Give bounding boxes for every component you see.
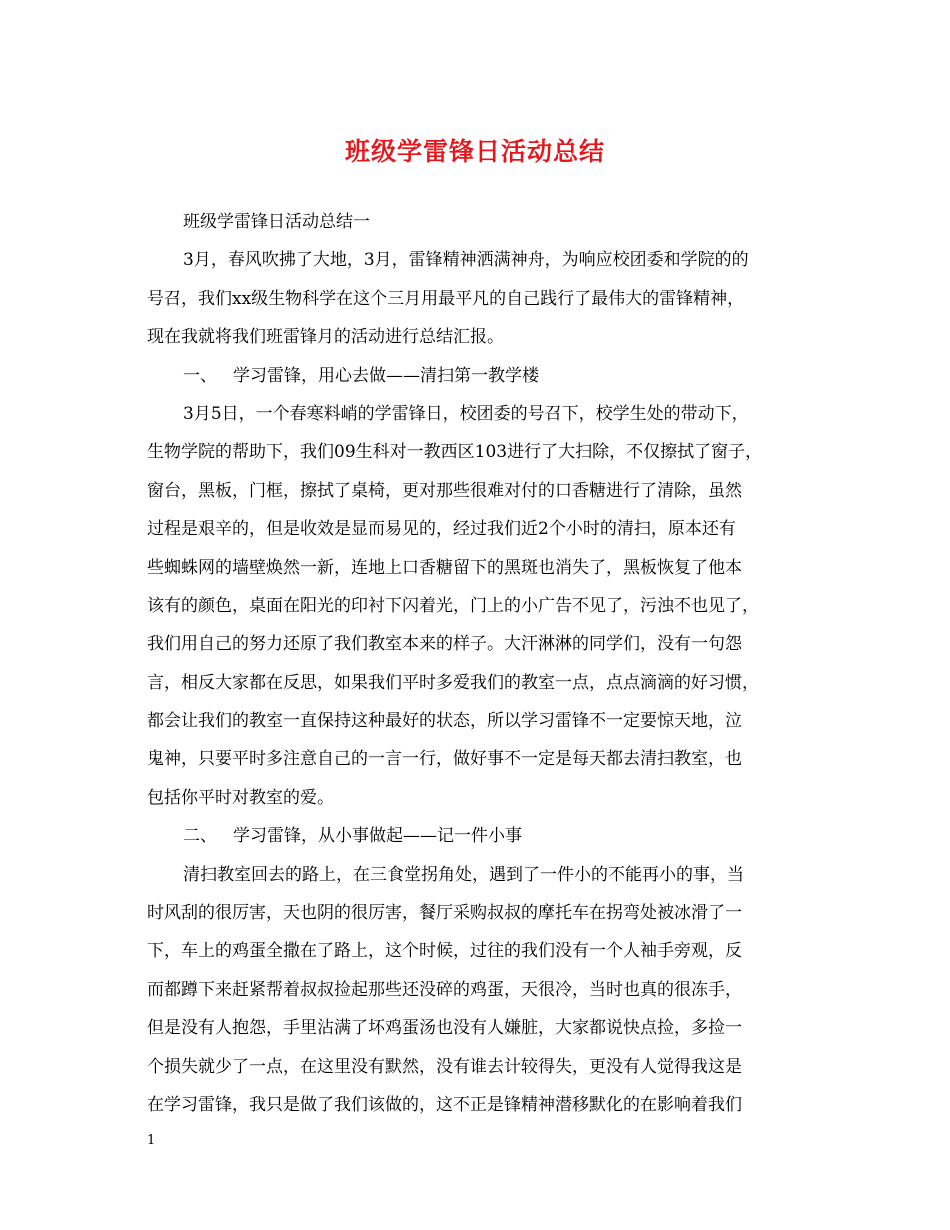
- section-heading: [147, 357, 807, 395]
- document-title: 班级学雷锋日活动总结: [344, 137, 605, 166]
- body-line: 窗台，黑板，门框，擦拭了桌椅，更对那些很难对付的口香糖进行了清除，虽然: [147, 480, 742, 501]
- section-heading: [147, 817, 807, 855]
- body-line: 在学习雷锋，我只是做了我们该做的，这不正是锋精神潜移默化的在影响着我们: [147, 1094, 742, 1115]
- body-line: 我们用自己的努力还原了我们教室本来的样子。大汗淋淋的同学们，没有一句怨: [147, 634, 742, 655]
- body-line: 都会让我们的教室一直保持这种最好的状态，所以学习雷锋不一定要惊天地，泣: [147, 711, 742, 732]
- section-number: 一、: [183, 365, 217, 386]
- body-line: 现在我就将我们班雷锋月的活动进行总结汇报。: [147, 327, 504, 348]
- body-line: 清扫教室回去的路上，在三食堂拐角处，遇到了一件小的不能再小的事，当: [183, 864, 744, 885]
- body-line: 包括你平时对教室的爱。: [147, 787, 334, 808]
- section-heading-text: 学习雷锋，从小事做起——记一件小事: [233, 826, 522, 847]
- body-line: 而都蹲下来赶紧帮着叔叔捡起那些还没碎的鸡蛋，天很冷，当时也真的很冻手，: [147, 979, 742, 1000]
- body-line: 该有的颜色，桌面在阳光的印衬下闪着光，门上的小广告不见了，污浊不也见了，: [147, 595, 759, 616]
- body-line: 时风刮的很厉害，天也阴的很厉害，餐厅采购叔叔的摩托车在拐弯处被冰滑了一: [147, 903, 742, 924]
- body-line: 下，车上的鸡蛋全撒在了路上，这个时候，过往的我们没有一个人袖手旁观，反: [147, 941, 742, 962]
- body-line: 些蜘蛛网的墙壁焕然一新，连地上口香糖留下的黑斑也消失了，黑板恢复了他本: [147, 557, 742, 578]
- body-line: 过程是艰辛的，但是收效是显而易见的，经过我们近2个小时的清扫，原本还有: [147, 519, 736, 540]
- body-line: 班级学雷锋日活动总结一: [183, 212, 370, 232]
- body-line: 鬼神，只要平时多注意自己的一言一行，做好事不一定是每天都去清扫教室，也: [147, 749, 742, 770]
- body-line: 但是没有人抱怨，手里沾满了坏鸡蛋汤也没有人嫌脏，大家都说快点捡，多捡一: [147, 1018, 742, 1039]
- body-line: 号召，我们xx级生物科学在这个三月用最平凡的自己践行了最伟大的雷锋精神，: [147, 288, 745, 309]
- body-line: 3月5日，一个春寒料峭的学雷锋日，校团委的号召下，校学生处的带动下，: [183, 403, 749, 424]
- body-line: 生物学院的帮助下，我们09生科对一教西区103进行了大扫除，不仅擦拭了窗子，: [147, 442, 763, 463]
- body-line: 个损失就少了一点，在这里没有默然，没有谁去计较得失，更没有人觉得我这是: [147, 1056, 742, 1077]
- body-line: 言，相反大家都在反思，如果我们平时多爱我们的教室一点，点点滴滴的好习惯，: [147, 672, 759, 693]
- section-number: 二、: [183, 826, 217, 847]
- document-body: [147, 203, 807, 1124]
- page-number: 1: [147, 1133, 156, 1148]
- section-heading-text: 学习雷锋，用心去做——清扫第一教学楼: [233, 365, 539, 386]
- body-line: 3月，春风吹拂了大地，3月，雷锋精神洒满神舟，为响应校团委和学院的的: [183, 250, 749, 271]
